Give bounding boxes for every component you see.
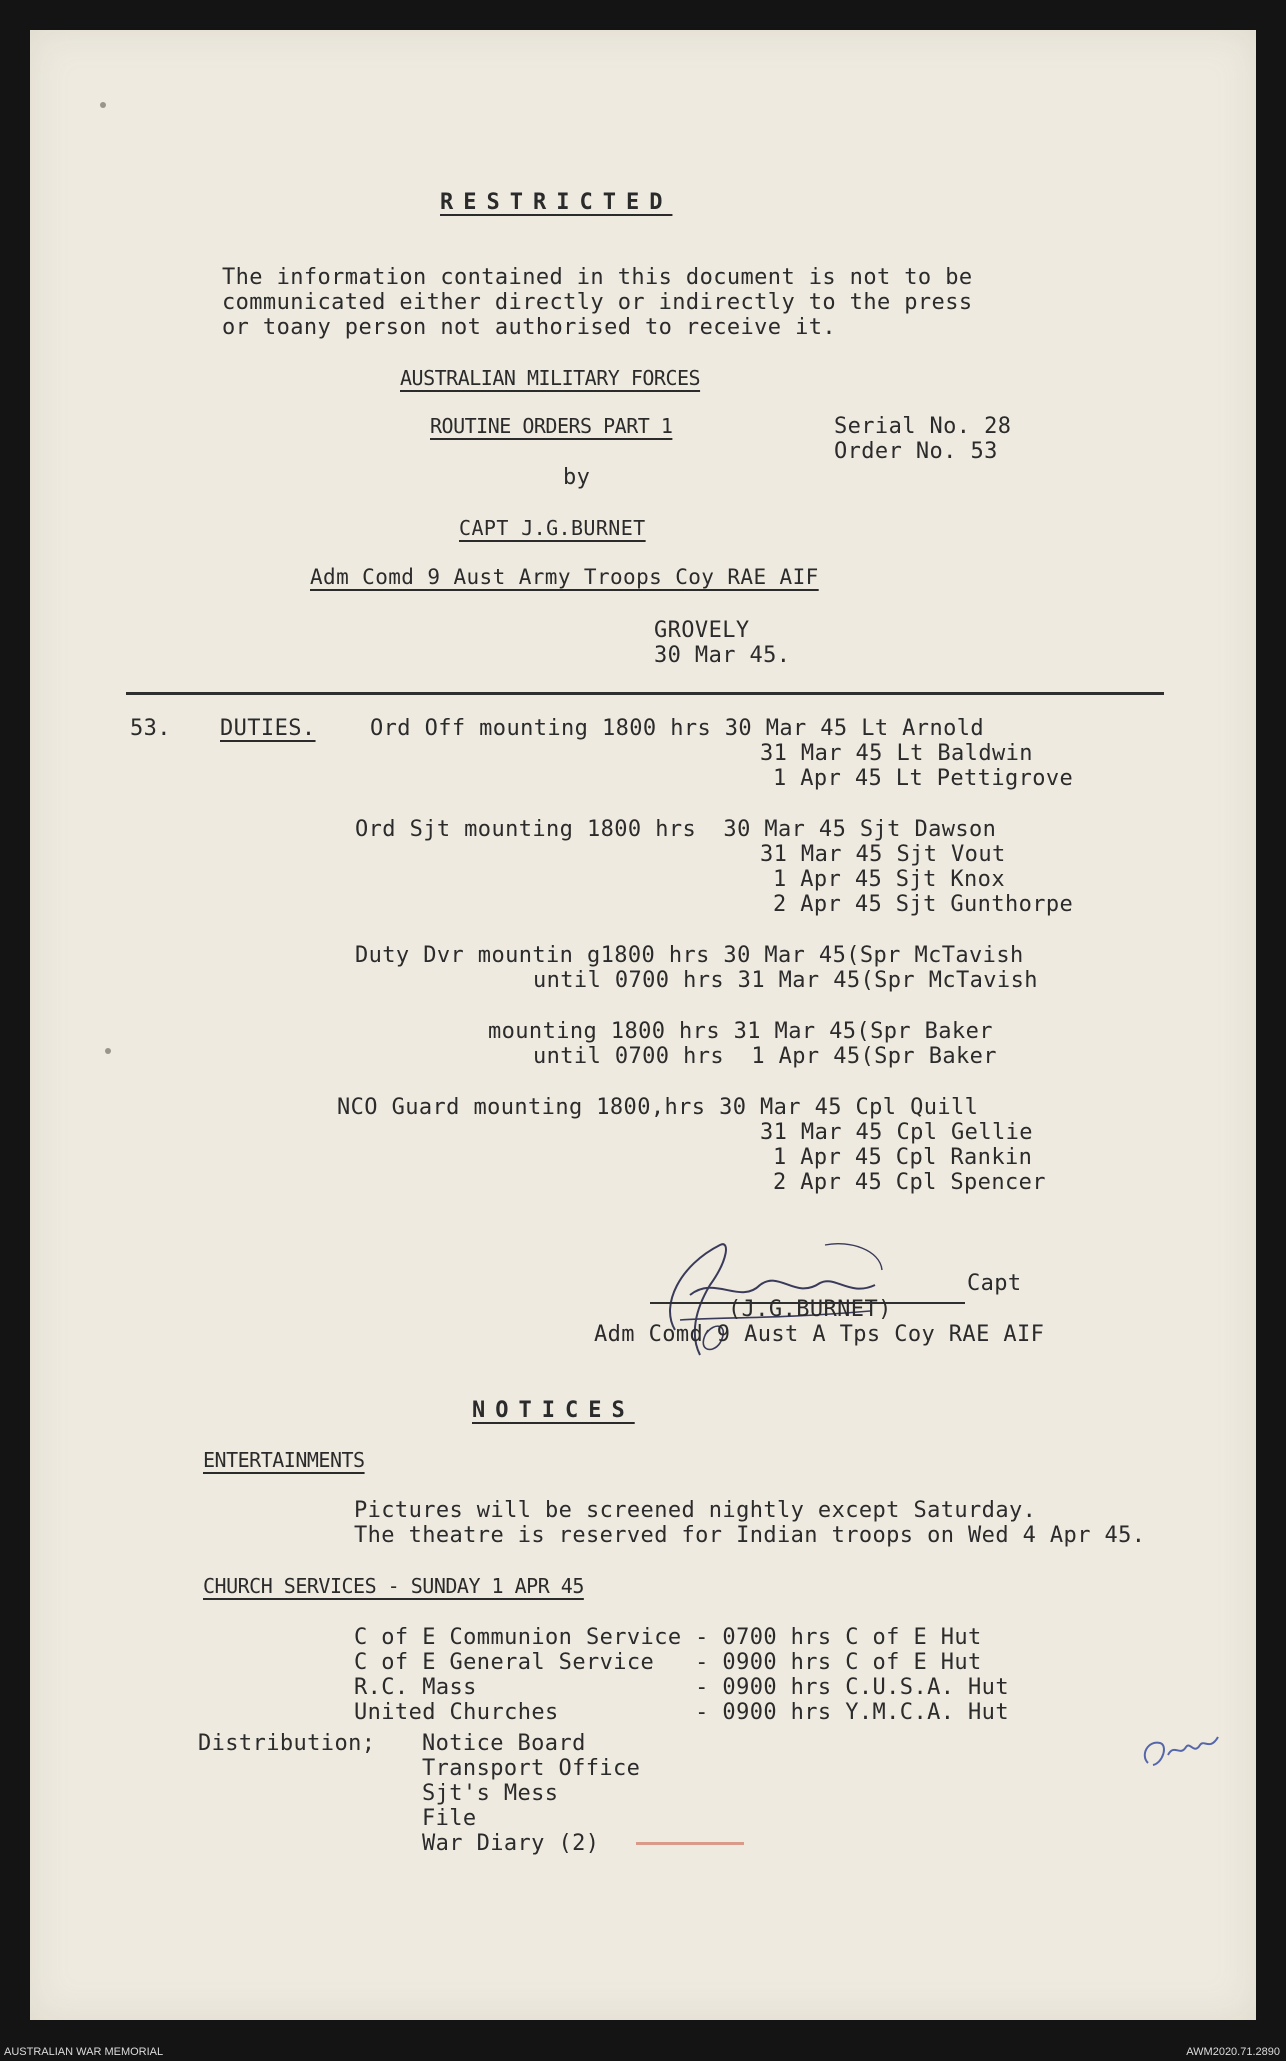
distribution-item: Sjt's Mess (422, 1781, 559, 1806)
distribution-item: File (422, 1806, 477, 1831)
duty-line: until 0700 hrs 31 Mar 45(Spr McTavish (533, 968, 1038, 993)
duty-line: mounting 1800 hrs 31 Mar 45(Spr Baker (488, 1019, 993, 1044)
footer-accession-number: AWM2020.71.2890 (1186, 2046, 1280, 2058)
security-notice-line: communicated either directly or indirectly to the press (222, 290, 973, 315)
church-service-line: United Churches - 0900 hrs Y.M.C.A. Hut (354, 1700, 1009, 1725)
church-service-line: R.C. Mass - 0900 hrs C.U.S.A. Hut (354, 1675, 1009, 1700)
duty-line: Ord Sjt mounting 1800 hrs 30 Mar 45 Sjt Dawson (355, 817, 997, 842)
duty-line: 31 Mar 45 Sjt Vout (760, 842, 1006, 867)
entertainments-line: Pictures will be screened nightly except Saturday. (354, 1498, 1037, 1523)
duty-line: 2 Apr 45 Cpl Spencer (773, 1170, 1046, 1195)
officer-name: CAPT J.G.BURNET (459, 516, 646, 540)
duty-line: Duty Dvr mountin g1800 hrs 30 Mar 45(Spr McTavish (355, 943, 1024, 968)
duty-line: 1 Apr 45 Sjt Knox (773, 867, 1005, 892)
footer-institution: AUSTRALIAN WAR MEMORIAL (4, 2046, 164, 2058)
duty-line: 2 Apr 45 Sjt Gunthorpe (773, 892, 1074, 917)
signatory-appointment: Adm Comd 9 Aust A Tps Coy RAE AIF (594, 1322, 1045, 1347)
distribution-label: Distribution; (198, 1731, 376, 1756)
duty-line: until 0700 hrs 1 Apr 45(Spr Baker (533, 1044, 997, 1069)
unit-name: Adm Comd 9 Aust Army Troops Coy RAE AIF (310, 565, 819, 589)
force-title: AUSTRALIAN MILITARY FORCES (400, 366, 701, 390)
security-notice-line: or toany person not authorised to receive it. (222, 315, 837, 340)
signatory-name: (J.G.BURNET) (728, 1297, 892, 1322)
duties-heading: DUTIES. (220, 716, 316, 741)
duty-line: 1 Apr 45 Cpl Rankin (773, 1145, 1033, 1170)
church-services-heading: CHURCH SERVICES - SUNDAY 1 APR 45 (203, 1574, 584, 1598)
order-number: Order No. 53 (834, 439, 998, 464)
duty-line: NCO Guard mounting 1800,hrs 30 Mar 45 Cpl Quill (337, 1095, 979, 1120)
punch-mark (105, 1048, 111, 1054)
duty-line: 31 Mar 45 Cpl Gellie (760, 1120, 1033, 1145)
security-notice-line: The information contained in this document is not to be (222, 265, 973, 290)
duty-line: 1 Apr 45 Lt Pettigrove (773, 766, 1074, 791)
distribution-item: War Diary (2) (422, 1831, 600, 1856)
issue-date: 30 Mar 45. (654, 643, 791, 668)
distribution-item: Transport Office (422, 1756, 641, 1781)
signatory-rank: Capt (967, 1271, 1022, 1296)
entertainments-line: The theatre is reserved for Indian troops on Wed 4 Apr 45. (354, 1523, 1146, 1548)
classification-heading: RESTRICTED (440, 190, 673, 215)
serial-number: Serial No. 28 (834, 414, 1012, 439)
distribution-item: Notice Board (422, 1731, 586, 1756)
duty-line: Ord Off mounting 1800 hrs 30 Mar 45 Lt Arnold (370, 716, 985, 741)
church-service-line: C of E General Service - 0900 hrs C of E Hut (354, 1650, 982, 1675)
punch-mark (100, 102, 106, 108)
red-pencil-mark (636, 1842, 744, 1845)
notices-heading: NOTICES (472, 1398, 635, 1423)
handwritten-initials (1138, 1725, 1228, 1775)
church-service-line: C of E Communion Service - 0700 hrs C of E Hut (354, 1625, 982, 1650)
orders-title: ROUTINE ORDERS PART 1 (430, 414, 673, 438)
duty-line: 31 Mar 45 Lt Baldwin (760, 741, 1033, 766)
entertainments-heading: ENTERTAINMENTS (203, 1448, 365, 1472)
by-label: by (563, 465, 591, 490)
divider-line (126, 692, 1164, 695)
paragraph-number: 53. (130, 716, 171, 741)
place: GROVELY (654, 618, 750, 643)
